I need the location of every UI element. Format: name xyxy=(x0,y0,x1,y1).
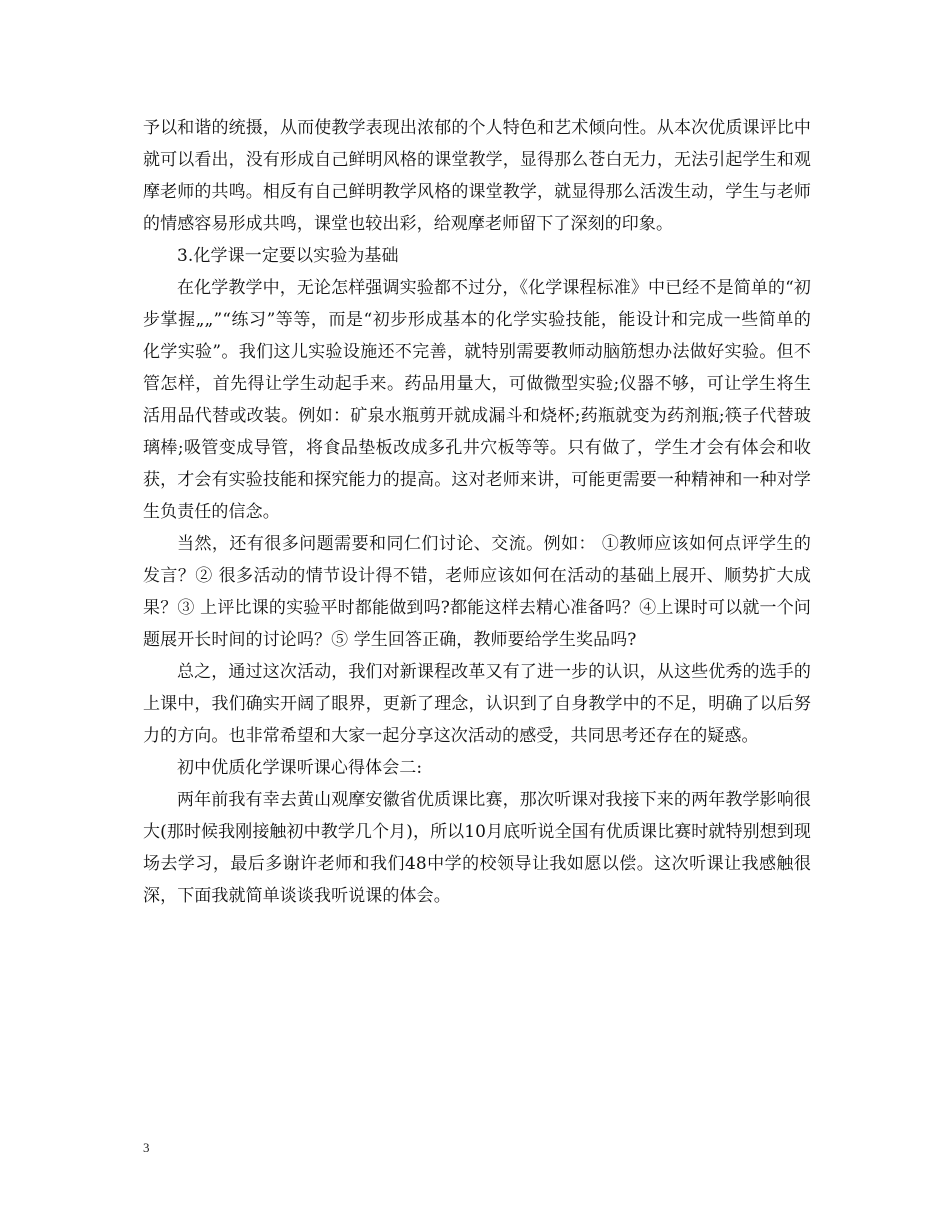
section-heading-3: 3.化学课一定要以实验为基础 xyxy=(177,246,399,266)
document-body xyxy=(143,112,811,912)
paragraph-part-two-intro: 两年前我有幸去黄山观摩安徽省优质课比赛，那次听课对我接下来的两年教学影响很大(那时候我刚接触初中教学几个月)，所以10月底听说全国有优质课比赛时就特别想到现场去学习，最后多谢许老师和我们48中学的校领导让我如愿以偿。这次听课让我感触很深，下面我就简单谈谈我听说课的体会。 xyxy=(143,790,811,906)
paragraph-questions: 当然，还有很多问题需要和同仁们讨论、交流。例如： ①教师应该如何点评学生的发言？② 很多活动的情节设计得不错，老师应该如何在活动的基础上展开、顺势扩大成果？③ 上评比课的实验平时都能做到吗?都能这样去精心准备吗？④上课时可以就一个问题展开长时间的讨论吗？⑤ 学生回答正确，教师要给学生奖品吗? xyxy=(143,534,811,650)
subtitle-part-two: 初中优质化学课听课心得体会二: xyxy=(177,758,423,778)
paragraph-summary: 总之，通过这次活动，我们对新课程改革又有了进一步的认识，从这些优秀的选手的上课中，我们确实开阔了眼界，更新了理念，认识到了自身教学中的不足，明确了以后努力的方向。也非常希望和大家一起分享这次活动的感受，共同思考还存在的疑惑。 xyxy=(143,662,811,746)
paragraph-experiment: 在化学教学中，无论怎样强调实验都不过分，《化学课程标准》中已经不是简单的“初步掌握„„”“练习”等等，而是“初步形成基本的化学实验技能，能设计和完成一些简单的化学实验”。我们这儿实验设施还不完善，就特别需要教师动脑筋想办法做好实验。但不管怎样，首先得让学生动起手来。药品用量大，可做微型实验;仪器不够，可让学生将生活用品代替或改装。例如：矿泉水瓶剪开就成漏斗和烧杯;药瓶就变为药剂瓶;筷子代替玻璃棒;吸管变成导管，将食品垫板改成多孔井穴板等等。只有做了，学生才会有体会和收获，才会有实验技能和探究能力的提高。这对老师来讲，可能更需要一种精神和一种对学生负责任的信念。 xyxy=(143,278,811,522)
paragraph-continued: 予以和谐的统摄，从而使教学表现出浓郁的个人特色和艺术倾向性。从本次优质课评比中就可以看出，没有形成自己鲜明风格的课堂教学，显得那么苍白无力，无法引起学生和观摩老师的共鸣。相反有自己鲜明教学风格的课堂教学，就显得那么活泼生动，学生与老师的情感容易形成共鸣，课堂也较出彩，给观摩老师留下了深刻的印象。 xyxy=(143,118,811,234)
page-number: 3 xyxy=(143,1140,150,1155)
